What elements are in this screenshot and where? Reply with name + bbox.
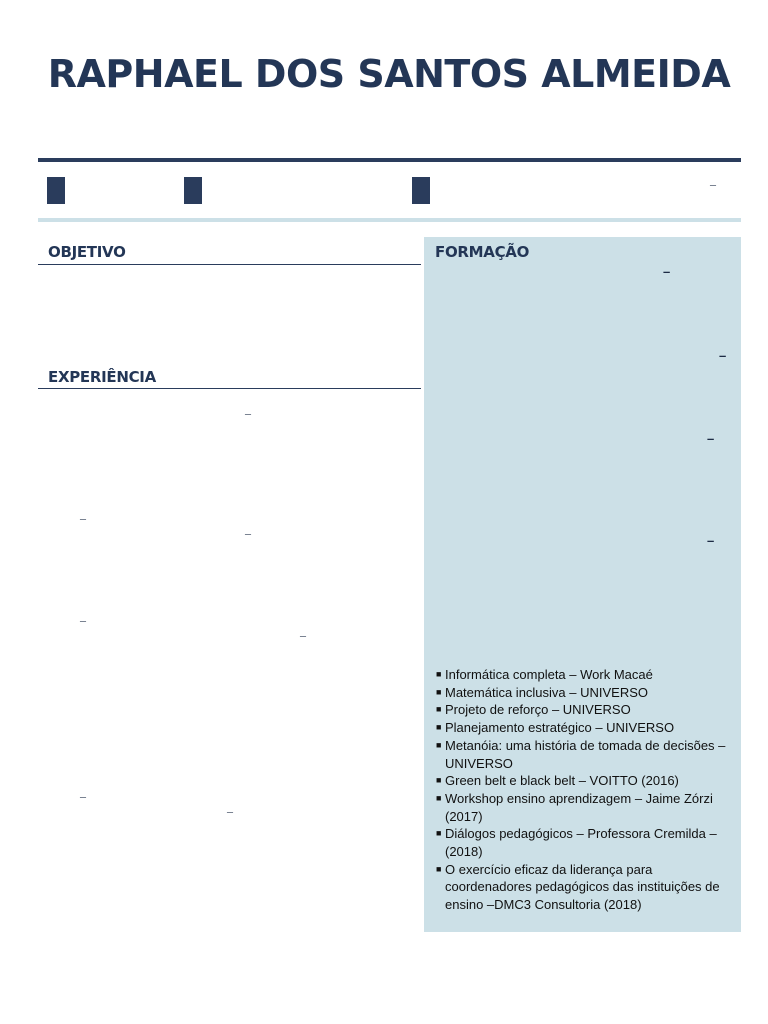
course-text: Workshop ensino aprendizagem – Jaime Zórzi (2017) bbox=[445, 790, 713, 824]
list-item bbox=[436, 666, 736, 684]
education-dash: – bbox=[707, 533, 715, 548]
bullet-icon: ■ bbox=[436, 828, 442, 839]
bullet-icon: ■ bbox=[436, 792, 442, 803]
experience-heading: EXPERIÊNCIA bbox=[48, 368, 156, 386]
course-list bbox=[436, 666, 736, 914]
bullet-icon: ■ bbox=[436, 704, 442, 715]
bullet-icon: ■ bbox=[436, 686, 442, 697]
candidate-name: RAPHAEL DOS SANTOS ALMEIDA bbox=[47, 52, 731, 96]
course-text: Informática completa – Work Macaé bbox=[445, 667, 653, 682]
experience-dash: – bbox=[80, 789, 86, 803]
list-item bbox=[436, 825, 736, 860]
course-text: O exercício eficaz da liderança para coordenadores pedagógicos das instituições de ensino –DMC3 Consultoria (2018) bbox=[445, 861, 720, 913]
bullet-icon: ■ bbox=[436, 669, 442, 679]
experience-rule bbox=[38, 388, 421, 389]
education-dash: – bbox=[719, 348, 727, 363]
list-item bbox=[436, 684, 736, 702]
course-text: Planejamento estratégico – UNIVERSO bbox=[445, 720, 675, 736]
course-text: Projeto de reforço – UNIVERSO bbox=[445, 702, 631, 718]
email-block-icon bbox=[412, 177, 430, 204]
bullet-icon: ■ bbox=[436, 722, 442, 733]
education-heading: FORMAÇÃO bbox=[435, 243, 530, 261]
list-item bbox=[436, 701, 736, 719]
experience-dash: – bbox=[245, 526, 251, 540]
experience-dash: – bbox=[80, 613, 86, 627]
header-top-rule bbox=[38, 158, 741, 162]
bullet-icon: ■ bbox=[436, 739, 442, 750]
bullet-icon: ■ bbox=[436, 863, 442, 874]
education-dash: – bbox=[707, 431, 715, 446]
list-item bbox=[436, 861, 736, 914]
objective-rule bbox=[38, 264, 421, 265]
list-item bbox=[436, 719, 736, 737]
list-item bbox=[436, 772, 736, 790]
list-item bbox=[436, 790, 736, 825]
objective-heading: OBJETIVO bbox=[48, 243, 126, 261]
bullet-icon: ■ bbox=[436, 775, 442, 786]
header-bottom-rule bbox=[38, 218, 741, 222]
experience-dash: – bbox=[227, 804, 233, 818]
course-text: Matemática inclusiva – UNIVERSO bbox=[445, 684, 649, 700]
phone-block-icon bbox=[184, 177, 202, 204]
list-item bbox=[436, 737, 736, 772]
course-text: Diálogos pedagógicos – Professora Cremilda – (2018) bbox=[445, 826, 717, 860]
course-text: Metanóia: uma história de tomada de decisões – UNIVERSO bbox=[445, 737, 726, 771]
experience-dash: – bbox=[245, 406, 251, 420]
address-block-icon bbox=[47, 177, 65, 204]
experience-dash: – bbox=[80, 511, 86, 525]
education-dash: – bbox=[663, 264, 671, 279]
course-text: Green belt e black belt – VOITTO (2016) bbox=[445, 773, 679, 789]
experience-dash: – bbox=[300, 628, 306, 642]
contact-separator: – bbox=[710, 177, 716, 191]
